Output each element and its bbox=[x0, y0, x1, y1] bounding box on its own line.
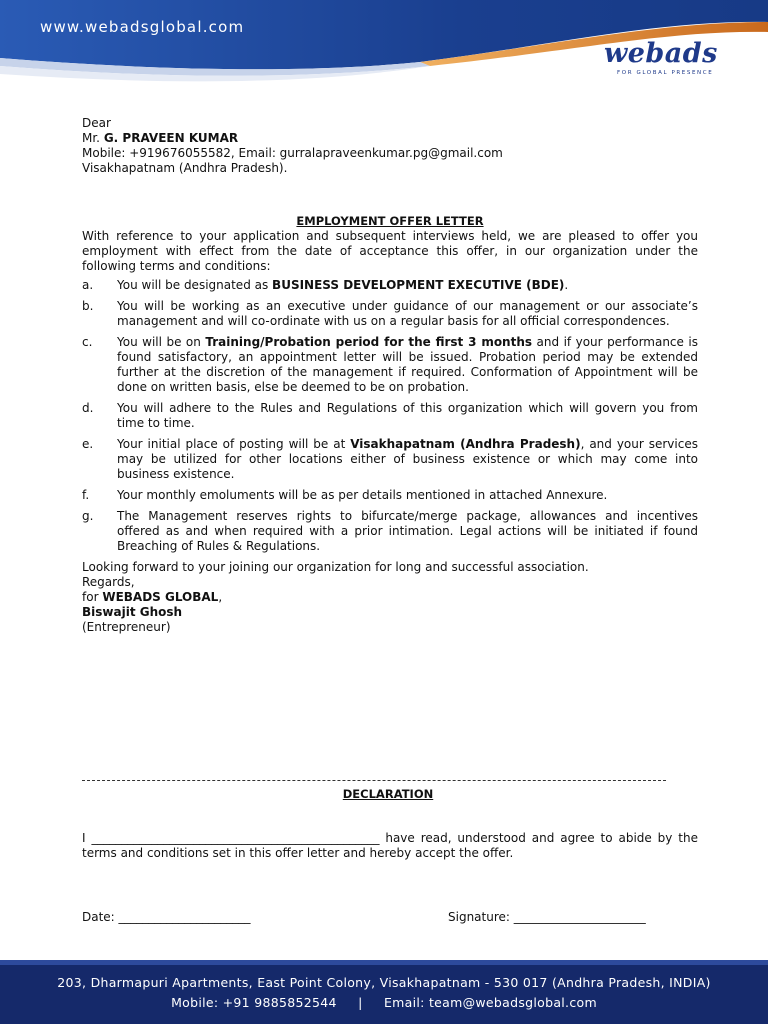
logo-wordmark: webads bbox=[604, 38, 718, 69]
term-text: You will be on bbox=[117, 335, 206, 349]
signer-title: (Entrepreneur) bbox=[82, 620, 171, 634]
term-bold-text: Training/Probation period for the first 3 months bbox=[205, 335, 533, 349]
salutation: Dear bbox=[82, 116, 111, 130]
term-text: Your initial place of posting will be at bbox=[117, 437, 351, 451]
term-bold-text: BUSINESS DEVELOPMENT EXECUTIVE (BDE) bbox=[272, 278, 565, 292]
term-item bbox=[82, 509, 698, 554]
term-item bbox=[82, 278, 698, 293]
term-marker: b. bbox=[82, 299, 94, 313]
declaration-title: DECLARATION bbox=[342, 787, 434, 801]
term-marker: f. bbox=[82, 488, 90, 502]
letter-body bbox=[82, 116, 698, 635]
recipient-name-line bbox=[82, 131, 698, 146]
recipient-contact: Mobile: +919676055582, Email: gurralapraveenkumar.pg@gmail.com bbox=[82, 146, 503, 160]
term-marker: d. bbox=[82, 401, 94, 415]
letter-title: EMPLOYMENT OFFER LETTER bbox=[296, 214, 484, 228]
for-company-line bbox=[82, 590, 698, 605]
header-banner bbox=[0, 0, 768, 100]
footer-address: 203, Dharmapuri Apartments, East Point Colony, Visakhapatnam - 530 017 (Andhra Pradesh, INDIA) bbox=[57, 975, 711, 990]
term-text-end: . bbox=[564, 278, 569, 292]
term-marker: g. bbox=[82, 509, 94, 523]
regards: Regards, bbox=[82, 575, 135, 589]
closing-line: Looking forward to your joining our organization for long and successful association. bbox=[82, 560, 589, 574]
term-item bbox=[82, 299, 698, 329]
term-text: Your monthly emoluments will be as per details mentioned in attached Annexure. bbox=[117, 488, 608, 502]
for-prefix: for bbox=[82, 590, 103, 604]
term-bold-text: Visakhapatnam (Andhra Pradesh) bbox=[350, 437, 581, 451]
recipient-location: Visakhapatnam (Andhra Pradesh). bbox=[82, 161, 288, 175]
term-text: You will be working as an executive under guidance of our management or our associate’s management and will co-ordinate with us on a regular basis for all official correspondences. bbox=[117, 299, 698, 328]
declaration-text: I ________________________________________________ have read, understood and agree to abide by the terms and conditions set in this offer letter and hereby accept the offer. bbox=[82, 831, 698, 860]
company-suffix: , bbox=[218, 590, 223, 604]
footer-contact: Mobile: +91 9885852544 | Email: team@webadsglobal.com bbox=[171, 995, 597, 1010]
terms-list bbox=[82, 278, 698, 554]
term-text-end: and if your performance is found satisfactory, an appointment letter will be issued. Probation period may be extended further at the discretion of the management if required. Conformation of Appointment will be done on written basis, else be deemed to be on probation. bbox=[117, 335, 698, 394]
term-marker: c. bbox=[82, 335, 93, 349]
term-item bbox=[82, 437, 698, 482]
term-text: You will be designated as bbox=[117, 278, 273, 292]
term-item bbox=[82, 335, 698, 395]
cut-line-divider bbox=[82, 780, 666, 781]
recipient-prefix: Mr. bbox=[82, 131, 100, 145]
term-text: The Management reserves rights to bifurcate/merge package, allowances and incentives offered as and when required with a prior intimation. Legal actions will be initiated if found Breaching of Rules & Regulations. bbox=[117, 509, 698, 553]
term-item bbox=[82, 488, 698, 503]
website-url: www.webadsglobal.com bbox=[40, 18, 245, 36]
letter-intro: With reference to your application and subsequent interviews held, we are pleased to offer you employment with effect from the date of acceptance this offer, in our organization under the following terms and conditions: bbox=[82, 229, 698, 273]
webads-logo bbox=[604, 38, 724, 82]
term-text: You will adhere to the Rules and Regulations of this organization which will govern you from time to time. bbox=[117, 401, 698, 430]
term-marker: e. bbox=[82, 437, 94, 451]
company-name: WEBADS GLOBAL bbox=[102, 590, 219, 604]
footer-bar bbox=[0, 960, 768, 1024]
footer-stripe bbox=[0, 960, 768, 965]
term-item bbox=[82, 401, 698, 431]
signature-field: Signature: ______________________ bbox=[448, 910, 646, 924]
term-marker: a. bbox=[82, 278, 94, 292]
logo-tagline: FOR GLOBAL PRESENCE bbox=[617, 70, 714, 76]
term-text-end: , and your services may be utilized for other locations either of business existence or which may come into business existence. bbox=[117, 437, 698, 481]
date-field: Date: ______________________ bbox=[82, 910, 251, 924]
signer-name: Biswajit Ghosh bbox=[82, 605, 183, 619]
recipient-name: G. PRAVEEN KUMAR bbox=[103, 131, 239, 145]
